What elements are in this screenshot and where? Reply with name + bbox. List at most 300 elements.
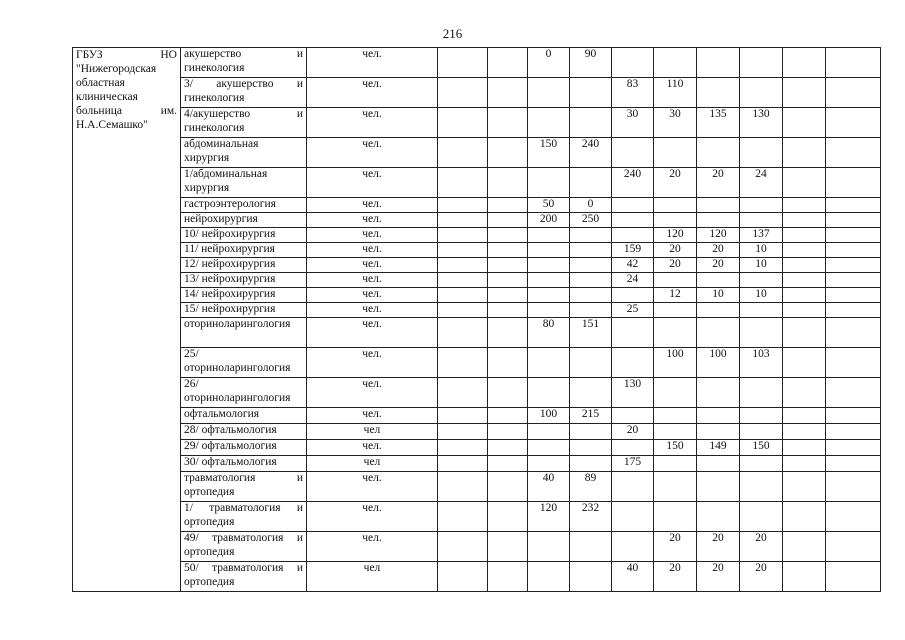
value-cell: 20 — [740, 532, 783, 562]
value-cell — [697, 408, 740, 424]
value-cell — [826, 138, 881, 168]
value-cell: 30 — [654, 108, 697, 138]
unit-cell: чел. — [307, 48, 438, 78]
table-row — [73, 288, 881, 303]
value-cell — [570, 562, 612, 592]
value-cell — [783, 303, 826, 318]
value-cell — [438, 243, 488, 258]
organization-cell: ГБУЗ НО "Нижегородская областная клиническая больница им. Н.А.Семашко" — [73, 48, 181, 592]
value-cell — [826, 348, 881, 378]
value-cell: 20 — [654, 562, 697, 592]
value-cell — [697, 378, 740, 408]
value-cell: 20 — [654, 168, 697, 198]
profile-cell: офтальмология — [181, 408, 307, 424]
table-row — [73, 48, 881, 78]
value-cell — [528, 378, 570, 408]
value-cell: 24 — [612, 273, 654, 288]
value-cell — [654, 198, 697, 213]
table-row — [73, 348, 881, 378]
unit-cell: чел. — [307, 532, 438, 562]
value-cell — [697, 198, 740, 213]
value-cell — [826, 532, 881, 562]
unit-cell: чел — [307, 424, 438, 440]
value-cell — [826, 258, 881, 273]
value-cell — [740, 472, 783, 502]
value-cell — [438, 48, 488, 78]
unit-cell: чел. — [307, 378, 438, 408]
table-row — [73, 532, 881, 562]
value-cell — [438, 408, 488, 424]
value-cell — [783, 78, 826, 108]
value-cell — [783, 213, 826, 228]
value-cell: 20 — [697, 532, 740, 562]
value-cell — [528, 348, 570, 378]
table-row — [73, 502, 881, 532]
value-cell — [654, 408, 697, 424]
unit-cell: чел. — [307, 288, 438, 303]
profile-cell: абдоминальная хирургия — [181, 138, 307, 168]
profile-cell: 1/ травматология и ортопедия — [181, 502, 307, 532]
value-cell — [438, 168, 488, 198]
unit-cell: чел. — [307, 408, 438, 424]
unit-cell: чел. — [307, 228, 438, 243]
value-cell — [528, 424, 570, 440]
value-cell: 120 — [654, 228, 697, 243]
value-cell — [654, 318, 697, 348]
value-cell — [438, 472, 488, 502]
value-cell: 80 — [528, 318, 570, 348]
profile-cell: 25/ оториноларингология — [181, 348, 307, 378]
table-row — [73, 408, 881, 424]
value-cell — [528, 456, 570, 472]
value-cell: 175 — [612, 456, 654, 472]
table-row — [73, 168, 881, 198]
value-cell — [826, 198, 881, 213]
value-cell: 10 — [740, 258, 783, 273]
value-cell — [740, 273, 783, 288]
value-cell: 151 — [570, 318, 612, 348]
value-cell — [612, 318, 654, 348]
value-cell — [697, 78, 740, 108]
value-cell — [826, 502, 881, 532]
value-cell — [740, 198, 783, 213]
unit-cell: чел. — [307, 303, 438, 318]
value-cell — [438, 532, 488, 562]
value-cell: 10 — [740, 243, 783, 258]
value-cell — [783, 198, 826, 213]
value-cell — [488, 562, 528, 592]
value-cell — [488, 228, 528, 243]
profile-cell: акушерство и гинекология — [181, 48, 307, 78]
value-cell — [528, 303, 570, 318]
value-cell — [654, 378, 697, 408]
value-cell — [528, 273, 570, 288]
value-cell: 20 — [612, 424, 654, 440]
unit-cell: чел. — [307, 502, 438, 532]
value-cell — [826, 456, 881, 472]
value-cell — [783, 138, 826, 168]
value-cell — [488, 108, 528, 138]
value-cell — [438, 198, 488, 213]
value-cell — [740, 502, 783, 532]
table-row — [73, 472, 881, 502]
value-cell — [488, 456, 528, 472]
unit-cell: чел — [307, 562, 438, 592]
value-cell — [438, 378, 488, 408]
value-cell — [528, 78, 570, 108]
value-cell — [654, 456, 697, 472]
value-cell — [438, 303, 488, 318]
value-cell: 83 — [612, 78, 654, 108]
value-cell — [826, 303, 881, 318]
value-cell — [488, 472, 528, 502]
value-cell — [438, 456, 488, 472]
value-cell — [488, 168, 528, 198]
value-cell — [826, 78, 881, 108]
value-cell — [528, 532, 570, 562]
value-cell: 90 — [570, 48, 612, 78]
value-cell — [654, 303, 697, 318]
value-cell: 10 — [697, 288, 740, 303]
value-cell — [488, 303, 528, 318]
value-cell — [488, 424, 528, 440]
value-cell — [488, 348, 528, 378]
page-number: 216 — [442, 26, 463, 41]
value-cell — [826, 472, 881, 502]
value-cell — [783, 273, 826, 288]
value-cell — [740, 48, 783, 78]
value-cell: 100 — [654, 348, 697, 378]
table-row — [73, 108, 881, 138]
value-cell: 150 — [654, 440, 697, 456]
value-cell — [612, 213, 654, 228]
profile-cell: 14/ нейрохирургия — [181, 288, 307, 303]
profile-cell: 28/ офтальмология — [181, 424, 307, 440]
value-cell: 42 — [612, 258, 654, 273]
unit-cell: чел. — [307, 138, 438, 168]
value-cell: 149 — [697, 440, 740, 456]
value-cell: 24 — [740, 168, 783, 198]
profile-cell: 26/ оториноларингология — [181, 378, 307, 408]
value-cell — [438, 502, 488, 532]
profile-cell: 15/ нейрохирургия — [181, 303, 307, 318]
value-cell — [826, 108, 881, 138]
value-cell — [488, 258, 528, 273]
unit-cell: чел. — [307, 213, 438, 228]
table-row — [73, 243, 881, 258]
value-cell: 20 — [697, 168, 740, 198]
value-cell — [488, 78, 528, 108]
value-cell — [570, 108, 612, 138]
value-cell: 25 — [612, 303, 654, 318]
value-cell — [826, 288, 881, 303]
capacity-table — [72, 47, 881, 592]
value-cell — [697, 502, 740, 532]
value-cell — [697, 273, 740, 288]
value-cell — [697, 48, 740, 78]
value-cell — [826, 318, 881, 348]
value-cell: 20 — [697, 258, 740, 273]
value-cell — [783, 562, 826, 592]
value-cell — [783, 440, 826, 456]
value-cell — [740, 378, 783, 408]
unit-cell: чел. — [307, 243, 438, 258]
value-cell: 103 — [740, 348, 783, 378]
value-cell — [783, 243, 826, 258]
value-cell: 40 — [612, 562, 654, 592]
unit-cell: чел. — [307, 198, 438, 213]
profile-cell: 13/ нейрохирургия — [181, 273, 307, 288]
profile-cell: 30/ офтальмология — [181, 456, 307, 472]
table-row — [73, 138, 881, 168]
profile-cell: гастроэнтерология — [181, 198, 307, 213]
value-cell: 200 — [528, 213, 570, 228]
value-cell — [488, 532, 528, 562]
value-cell — [783, 168, 826, 198]
value-cell: 110 — [654, 78, 697, 108]
profile-cell: 12/ нейрохирургия — [181, 258, 307, 273]
value-cell: 0 — [528, 48, 570, 78]
table-row — [73, 456, 881, 472]
table-row — [73, 273, 881, 288]
value-cell — [528, 228, 570, 243]
profile-cell: 3/ акушерство и гинекология — [181, 78, 307, 108]
profile-cell: 29/ офтальмология — [181, 440, 307, 456]
value-cell — [654, 48, 697, 78]
value-cell — [438, 78, 488, 108]
value-cell — [783, 532, 826, 562]
value-cell — [488, 138, 528, 168]
value-cell — [826, 168, 881, 198]
table-row — [73, 213, 881, 228]
value-cell: 100 — [528, 408, 570, 424]
unit-cell: чел. — [307, 108, 438, 138]
value-cell: 120 — [697, 228, 740, 243]
value-cell — [438, 424, 488, 440]
table-row — [73, 78, 881, 108]
value-cell — [570, 456, 612, 472]
table-row — [73, 424, 881, 440]
value-cell — [697, 318, 740, 348]
profile-cell: 49/ травматология и ортопедия — [181, 532, 307, 562]
value-cell — [697, 303, 740, 318]
value-cell — [570, 424, 612, 440]
value-cell — [612, 440, 654, 456]
value-cell: 150 — [740, 440, 783, 456]
value-cell: 20 — [697, 243, 740, 258]
value-cell — [826, 48, 881, 78]
value-cell — [697, 456, 740, 472]
profile-cell: 11/ нейрохирургия — [181, 243, 307, 258]
table-row — [73, 258, 881, 273]
value-cell — [783, 108, 826, 138]
value-cell — [612, 288, 654, 303]
value-cell — [654, 138, 697, 168]
value-cell — [438, 138, 488, 168]
value-cell — [654, 472, 697, 502]
value-cell — [697, 472, 740, 502]
value-cell: 135 — [697, 108, 740, 138]
value-cell: 130 — [740, 108, 783, 138]
table-row — [73, 303, 881, 318]
value-cell — [570, 228, 612, 243]
value-cell — [528, 440, 570, 456]
table-row — [73, 440, 881, 456]
table-row — [73, 562, 881, 592]
value-cell: 10 — [740, 288, 783, 303]
value-cell — [488, 48, 528, 78]
value-cell — [438, 213, 488, 228]
value-cell — [528, 108, 570, 138]
value-cell — [783, 424, 826, 440]
value-cell — [488, 378, 528, 408]
unit-cell: чел — [307, 456, 438, 472]
value-cell: 0 — [570, 198, 612, 213]
value-cell — [612, 48, 654, 78]
table-row — [73, 198, 881, 213]
value-cell — [826, 408, 881, 424]
value-cell — [826, 213, 881, 228]
value-cell: 20 — [654, 243, 697, 258]
value-cell — [488, 318, 528, 348]
value-cell — [570, 532, 612, 562]
value-cell: 12 — [654, 288, 697, 303]
value-cell: 120 — [528, 502, 570, 532]
value-cell — [528, 258, 570, 273]
value-cell — [438, 273, 488, 288]
value-cell: 100 — [697, 348, 740, 378]
value-cell — [488, 408, 528, 424]
table-row — [73, 378, 881, 408]
value-cell — [826, 440, 881, 456]
profile-cell: травматология и ортопедия — [181, 472, 307, 502]
unit-cell: чел. — [307, 273, 438, 288]
value-cell — [612, 138, 654, 168]
value-cell — [740, 318, 783, 348]
value-cell — [488, 243, 528, 258]
unit-cell: чел. — [307, 318, 438, 348]
profile-cell: оториноларингология — [181, 318, 307, 348]
value-cell — [570, 78, 612, 108]
value-cell — [438, 348, 488, 378]
value-cell: 159 — [612, 243, 654, 258]
value-cell — [612, 532, 654, 562]
value-cell — [612, 408, 654, 424]
value-cell — [783, 348, 826, 378]
value-cell — [740, 408, 783, 424]
value-cell — [488, 288, 528, 303]
value-cell — [783, 48, 826, 78]
profile-cell: 10/ нейрохирургия — [181, 228, 307, 243]
value-cell: 40 — [528, 472, 570, 502]
value-cell — [740, 138, 783, 168]
value-cell — [740, 303, 783, 318]
value-cell — [826, 424, 881, 440]
profile-cell: 1/абдоминальная хирургия — [181, 168, 307, 198]
value-cell — [438, 440, 488, 456]
value-cell — [740, 456, 783, 472]
value-cell — [528, 168, 570, 198]
value-cell — [570, 243, 612, 258]
value-cell — [826, 378, 881, 408]
unit-cell: чел. — [307, 440, 438, 456]
value-cell: 240 — [570, 138, 612, 168]
value-cell: 20 — [697, 562, 740, 592]
value-cell — [654, 502, 697, 532]
value-cell — [570, 303, 612, 318]
value-cell — [570, 168, 612, 198]
value-cell — [654, 424, 697, 440]
value-cell — [826, 228, 881, 243]
value-cell — [570, 440, 612, 456]
value-cell — [438, 228, 488, 243]
value-cell — [438, 288, 488, 303]
value-cell — [612, 472, 654, 502]
value-cell — [612, 502, 654, 532]
value-cell — [612, 198, 654, 213]
value-cell — [438, 108, 488, 138]
value-cell: 20 — [654, 532, 697, 562]
value-cell: 215 — [570, 408, 612, 424]
value-cell — [438, 562, 488, 592]
profile-cell: 50/ травматология и ортопедия — [181, 562, 307, 592]
table-row — [73, 318, 881, 348]
value-cell — [488, 273, 528, 288]
value-cell — [783, 408, 826, 424]
unit-cell: чел. — [307, 258, 438, 273]
value-cell — [528, 243, 570, 258]
value-cell — [570, 258, 612, 273]
value-cell — [570, 378, 612, 408]
value-cell — [570, 288, 612, 303]
value-cell — [528, 288, 570, 303]
unit-cell: чел. — [307, 78, 438, 108]
value-cell — [783, 456, 826, 472]
value-cell — [697, 138, 740, 168]
profile-cell: 4/акушерство и гинекология — [181, 108, 307, 138]
value-cell — [488, 440, 528, 456]
value-cell — [783, 258, 826, 273]
value-cell — [570, 348, 612, 378]
value-cell: 50 — [528, 198, 570, 213]
value-cell — [488, 198, 528, 213]
value-cell: 30 — [612, 108, 654, 138]
value-cell — [783, 288, 826, 303]
value-cell — [438, 258, 488, 273]
value-cell — [826, 243, 881, 258]
value-cell — [826, 562, 881, 592]
value-cell: 137 — [740, 228, 783, 243]
value-cell — [783, 502, 826, 532]
value-cell — [783, 472, 826, 502]
table-row — [73, 228, 881, 243]
table-body — [73, 48, 881, 592]
value-cell — [697, 424, 740, 440]
value-cell — [783, 228, 826, 243]
value-cell: 130 — [612, 378, 654, 408]
profile-cell: нейрохирургия — [181, 213, 307, 228]
value-cell — [740, 213, 783, 228]
value-cell — [438, 318, 488, 348]
value-cell — [612, 228, 654, 243]
value-cell: 250 — [570, 213, 612, 228]
value-cell: 150 — [528, 138, 570, 168]
value-cell: 20 — [740, 562, 783, 592]
value-cell — [826, 273, 881, 288]
value-cell — [528, 562, 570, 592]
value-cell: 232 — [570, 502, 612, 532]
value-cell — [488, 502, 528, 532]
